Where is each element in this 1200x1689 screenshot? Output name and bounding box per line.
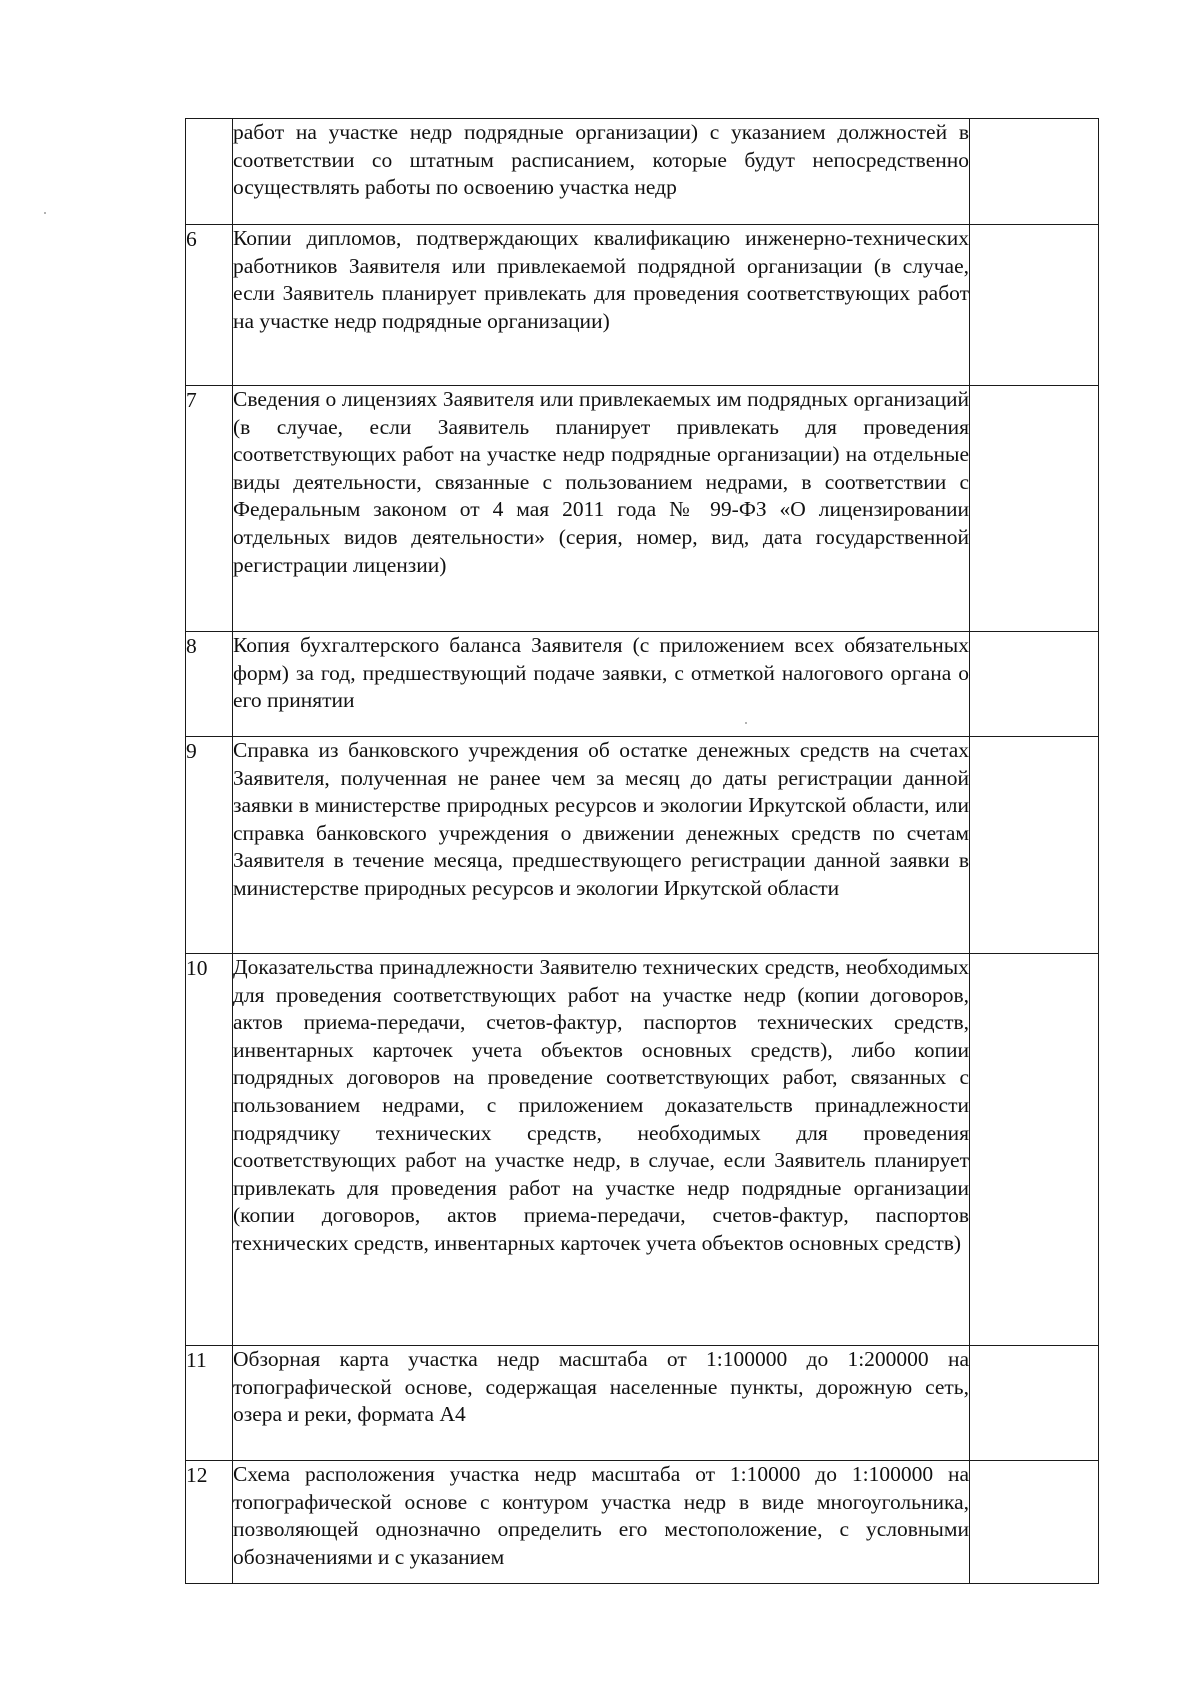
row-text: Сведения о лицензиях Заявителя или привлекаемых им подрядных организаций (в случае, если Заявитель планирует привлекать для проведения соответствующих работ на участке недр подрядные организации) на отдельные виды деятельности, связанные с пользованием недрами, в соответствии с Федеральным законом от 4 мая 2011 года № 99-ФЗ «О лицензировании отдельных видов деятельности» (серия, номер, вид, дата государственной регистрации лицензии)	[233, 386, 970, 632]
row-number: 11	[186, 1346, 233, 1461]
table-row	[186, 119, 1099, 225]
row-mark	[970, 386, 1099, 632]
row-number: 7	[186, 386, 233, 632]
row-text: работ на участке недр подрядные организации) с указанием должностей в соответствии со штатным расписанием, которые будут непосредственно осуществлять работы по освоению участка недр	[233, 119, 970, 225]
scan-speck	[745, 722, 747, 724]
row-text: Копия бухгалтерского баланса Заявителя (с приложением всех обязательных форм) за год, предшествующий подаче заявки, с отметкой налогового органа о его принятии	[233, 632, 970, 737]
row-text: Справка из банковского учреждения об остатке денежных средств на счетах Заявителя, полученная не ранее чем за месяц до даты регистрации данной заявки в министерстве природных ресурсов и экологии Иркутской области, или справка банковского учреждения о движении денежных средств по счетам Заявителя в течение месяца, предшествующего регистрации данной заявки в министерстве природных ресурсов и экологии Иркутской области	[233, 737, 970, 954]
row-number	[186, 119, 233, 225]
scan-speck	[44, 212, 46, 214]
table-row	[186, 225, 1099, 386]
row-mark	[970, 1346, 1099, 1461]
requirements-table	[185, 118, 1099, 1584]
row-number: 10	[186, 954, 233, 1346]
row-mark	[970, 1461, 1099, 1584]
row-mark	[970, 632, 1099, 737]
row-text: Схема расположения участка недр масштаба от 1:10000 до 1:100000 на топографической основе с контуром участка недр в виде многоугольника, позволяющей однозначно определить его местоположение, с условными обозначениями и с указанием	[233, 1461, 970, 1584]
row-text: Обзорная карта участка недр масштаба от 1:100000 до 1:200000 на топографической основе, содержащая населенные пункты, дорожную сеть, озера и реки, формата А4	[233, 1346, 970, 1461]
row-text: Копии дипломов, подтверждающих квалификацию инженерно-технических работников Заявителя или привлекаемой подрядной организации (в случае, если Заявитель планирует привлекать для проведения соответствующих работ на участке недр подрядные организации)	[233, 225, 970, 386]
table-row	[186, 954, 1099, 1346]
table-row	[186, 1346, 1099, 1461]
table-row	[186, 386, 1099, 632]
row-mark	[970, 225, 1099, 386]
table-row	[186, 1461, 1099, 1584]
row-mark	[970, 119, 1099, 225]
row-number: 12	[186, 1461, 233, 1584]
row-number: 8	[186, 632, 233, 737]
row-number: 9	[186, 737, 233, 954]
row-number: 6	[186, 225, 233, 386]
row-mark	[970, 737, 1099, 954]
row-text: Доказательства принадлежности Заявителю технических средств, необходимых для проведения соответствующих работ на участке недр (копии договоров, актов приема-передачи, счетов-фактур, паспортов технических средств, инвентарных карточек учета объектов основных средств), либо копии подрядных договоров на проведение соответствующих работ, связанных с пользованием недрами, с приложением доказательств принадлежности подрядчику технических средств, необходимых для проведения соответствующих работ на участке недр, в случае, если Заявитель планирует привлекать для проведения работ на участке недр подрядные организации (копии договоров, актов приема-передачи, счетов-фактур, паспортов технических средств, инвентарных карточек учета объектов основных средств)	[233, 954, 970, 1346]
table-row	[186, 737, 1099, 954]
table-row	[186, 632, 1099, 737]
row-mark	[970, 954, 1099, 1346]
